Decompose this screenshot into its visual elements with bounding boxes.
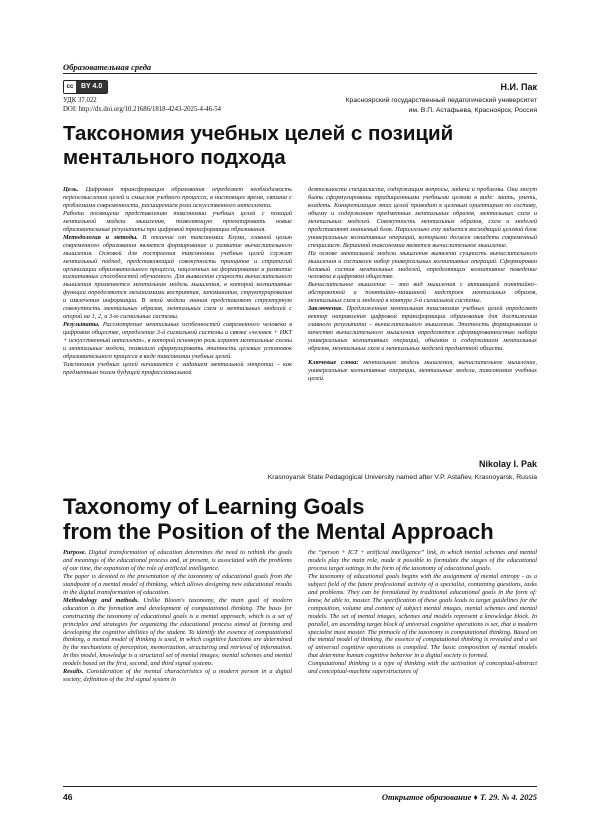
doi-link[interactable]: DOI: http://dx.doi.org/10.21686/1818-4243-2025-4-46-54 [63, 106, 222, 113]
creative-commons-icon: cc [64, 81, 76, 93]
journal-reference: Открытое образование ♦ Т. 29. № 4. 2025 [381, 792, 537, 802]
footer-rule [63, 786, 537, 787]
abstract-paragraph: Computational thinking is a type of thinking with the activation of conceptual-abstract and conceptual-machine superstructures of [308, 660, 537, 676]
abstract-paragraph: Methodology and methods. Unlike Bloom's taxonomy, the main goal of modern education is the formation and development of computational thinking. The basis for constructing the taxonomy of educational goals is a mental approach, which is a set of principles and strategies for organizing the educational process aimed at forming and developing the cognitive abilities of the student. To identify the essence of computational thinking, a mental model of thinking is used, in which cognitive functions are determined by the mechanisms of perception, memorization, structuring and retrieval of information. In this model, knowledge is a structural set of mental images; mental schemes and mental models based on the first, second, and third signal systems. [63, 596, 292, 668]
affiliation-line: им. В.П. Астафьева, Красноярск, Россия [408, 107, 537, 114]
title-line: ментального подхода [63, 146, 286, 169]
abstract-ru-column-2 [308, 186, 537, 383]
keywords-ru: Ключевые слова: ментальная модель мышления, вычислительное мышление, универсальные когнитивные операции, ментальные модели, таксономия учебных целей. [308, 359, 537, 382]
abstract-paragraph: Таксономия учебных целей начинается с заданием ментальной энтропии – как предметным полем будущей профессиональной [63, 360, 292, 376]
abstract-paragraph: Results. Consideration of the mental characteristics of a modern person in a digital society, definition of the 3rd signal system in [63, 668, 292, 684]
abstract-ru-column-1 [63, 186, 292, 377]
abstract-paragraph: Результаты. Рассмотрение ментальных особенностей современного человека в цифровом обществе, определение 3-й сигнальной системы и связке «человек + ИКТ + искусственный интеллект», в которой основную роль играют ментальные схемы и ментальные модели, позволило сформулировать этапность целевых установок образовательного процесса в виде таксономии учебных целей. [63, 321, 292, 361]
abstract-paragraph: Purpose. Digital transformation of education determines the need to rethink the goals and meanings of the educational process and, at present, is associated with the problems of our time, the expansion of the role of artificial intelligence. [63, 549, 292, 572]
license-label: BY 4.0 [76, 81, 107, 93]
abstract-paragraph: деятельности специалиста, содержащим вопросы, задачи и проблемы. Они могут быть сформулированы традиционными учебными целями в виде: знать, уметь, владеть. Конкретизация этих целей приводит к целевым ориентирам по составу, объему и содержанию предметных ментальных образов, ментальных схем и ментальных моделей. Совокупность ментальных образов, схем и моделей представляют знаниевый блок. Параллельно ему задается восходящий целевой блок универсальных когнитивных операций, которыми должен овладеть современный специалист. Вершиной таксономии является вычислительное мышление. [308, 186, 537, 249]
abstract-en-column-2 [308, 549, 537, 676]
title-ru [63, 122, 537, 170]
author-name-en: Nikolay I. Pak [478, 459, 537, 469]
abstract-paragraph: The taxonomy of educational goals begins with the assignment of mental entropy - as a subject field of the future professional activity of a specialist, containing questions, tasks and problems. They can be formulated by traditional educational goals in the form of: know, be able to, master. The specification of these goals leads to target guidelines for the composition, volume and content of subject mental images, mental schemes and mental models. The set of mental images, schemes and models represent a knowledge block. In parallel, an ascending target block of universal cognitive operations is set, that a modern specialist must master. The pinnacle of the taxonomy is computational thinking. Based on the mental model of thinking, the essence of computational thinking is revealed and a set of universal cognitive operations is compiled. The basic composition of mental models that determine human cognitive behavior in a digital society is formed. [308, 572, 537, 660]
abstract-paragraph: Цель. Цифровая трансформация образования определяет необходимость переосмысления целей и смыслов учебного процесса, в настоящее время, связана с проблемами современности, расширением роли искусственного интеллекта. [63, 186, 292, 209]
page-number: 46 [63, 792, 73, 802]
abstract-paragraph: Заключение. Предложенная ментальная таксономия учебных целей определяет вектор направления цифровой трансформации образования для достижения главного результата – вычислительного мышления. Этапность формирования и качество вычислительного мышления определяется сформированностью набора универсальных когнитивных операций, объемом и содержанием ментальных образов, ментальных схем и ментальных моделей предметной области. [308, 305, 537, 353]
abstract-paragraph: На основе ментальной модели мышления выявлена сущность вычислительного мышления и составлен набор универсальных когнитивных операций. Сформирован базовый состав ментальных моделей, определяющих когнитивное поведение человека в цифровом обществе. [308, 249, 537, 281]
abstract-paragraph: The paper is devoted to the presentation of the taxonomy of educational goals from the standpoint of a mental model of thinking, which allows designing new educational results in the digital transformation of education. [63, 572, 292, 596]
affiliation-line: Красноярский государственный педагогический университет [345, 97, 537, 104]
affiliation-ru [346, 96, 537, 116]
license-badge[interactable] [63, 80, 108, 94]
title-line: Taxonomy of Learning Goals [63, 494, 365, 519]
abstract-paragraph: Методология и методы. В отличие от таксономии Блума, главной целью современного образования является формирование и развитие вычислительного мышления. Основой для построения таксономии учебных целей служит ментальный подход, представляющий совокупность принципов и стратегий организации образовательного процесса, нацеленных на формирование и развитие когнитивных способностей обучаемого. Для выявления сущности вычислительного мышления применяется ментальная модель мышления, в которой когнитивные функции определяются механизмами восприятия, запоминания, структурирования и извлечения информации. В этой модели знания представляют структурную совокупность ментальных образов, ментальных схем и ментальных моделей с опорой на 1, 2, и 3-ю сигнальные системы. [63, 233, 292, 321]
abstract-paragraph: Работа посвящена представлению таксономии учебных целей с позиций ментальной модели мышления, позволяющую проектировать новые образовательные результаты при цифровой трансформации образования. [63, 209, 292, 233]
abstract-paragraph: Вычислительное мышление – это вид мышления с активацией понятийно–абстрактной и понятийно–машинной надстроек ментальных образов, ментальных схем и моделей в контуре 3-й сигнальной системы. [308, 281, 537, 305]
section-label: Образовательная среда [63, 62, 152, 72]
udc-code: УДК 37.022 [63, 97, 97, 104]
author-name-ru: Н.И. Пак [500, 82, 537, 92]
title-en [63, 494, 543, 544]
header-rule [63, 73, 537, 74]
title-line: Таксономия учебных целей с позиций [63, 122, 454, 145]
affiliation-en: Krasnoyarsk State Pedagogical University named after V.P. Astafiev, Krasnoyarsk, Russia [267, 474, 537, 481]
abstract-paragraph: the “person + ICT + artificial intelligence” link, in which mental schemes and mental models play the main role, made it possible to formulate the stages of the educational process target settings in the form of the taxonomy of educational goals. [308, 549, 537, 572]
abstract-en-column-1 [63, 549, 292, 684]
title-line: from the Position of the Mental Approach [63, 519, 494, 544]
